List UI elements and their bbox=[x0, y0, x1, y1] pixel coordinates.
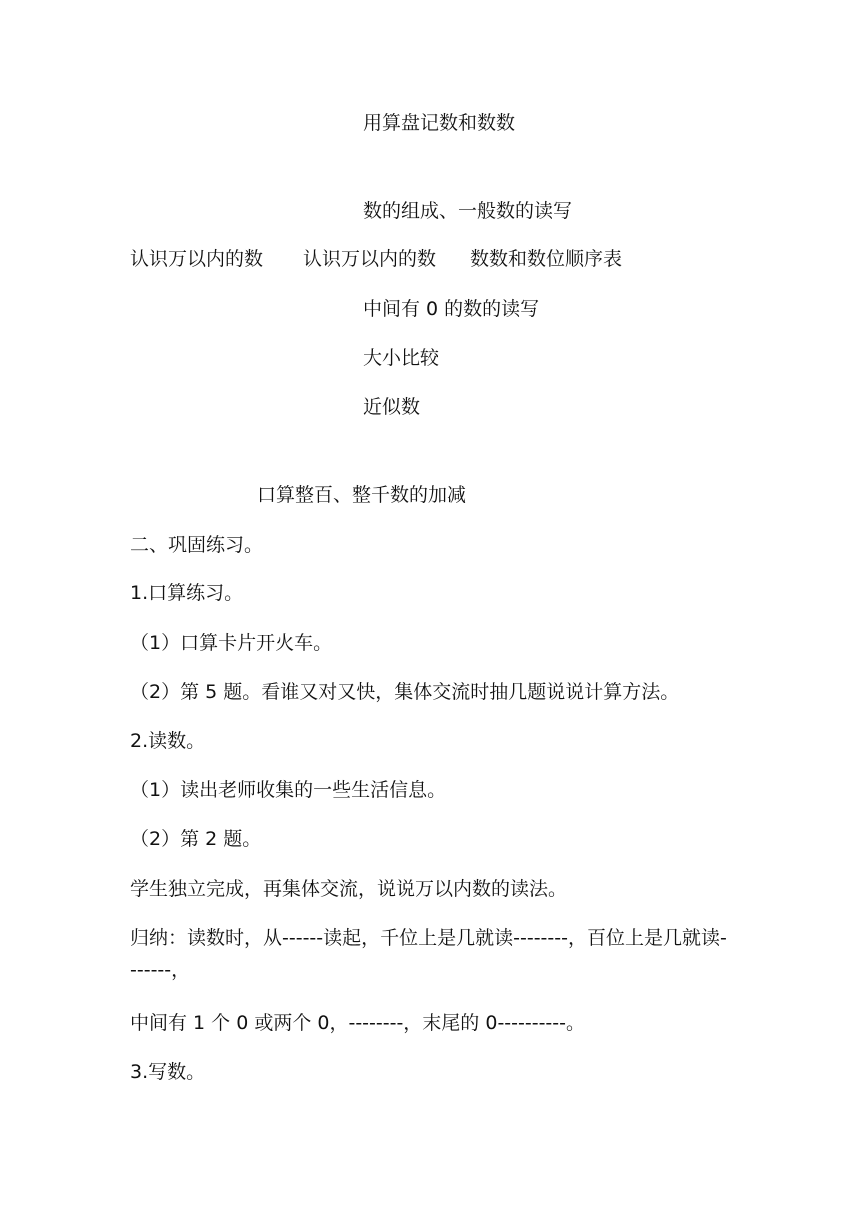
outline-branch: 认识万以内的数 bbox=[303, 248, 437, 270]
item-oral-cards: （1）口算卡片开火车。 bbox=[130, 632, 333, 654]
outline-root: 认识万以内的数 bbox=[130, 248, 264, 270]
outline-oral-calc: 口算整百、整千数的加减 bbox=[257, 484, 467, 506]
zeros-rule: 中间有 1 个 0 或两个 0，--------，末尾的 0----------。 bbox=[130, 1012, 585, 1034]
summary-text: 归纳：读数时，从------读起，千位上是几就读--------，百位上是几就读-------， bbox=[130, 927, 727, 981]
outline-approx: 近似数 bbox=[363, 396, 421, 418]
independent-work: 学生独立完成，再集体交流，说说万以内数的读法。 bbox=[130, 878, 568, 900]
outline-place-value: 数数和数位顺序表 bbox=[470, 248, 623, 270]
outline-abacus: 用算盘记数和数数 bbox=[363, 112, 516, 134]
item-writing: 3.写数。 bbox=[130, 1061, 206, 1083]
item-life-info: （1）读出老师收集的一些生活信息。 bbox=[130, 779, 447, 801]
item-oral-practice: 1.口算练习。 bbox=[130, 582, 244, 604]
outline-compare: 大小比较 bbox=[363, 347, 440, 369]
item-question-2: （2）第 2 题。 bbox=[130, 828, 262, 850]
outline-zero-middle: 中间有 0 的数的读写 bbox=[363, 298, 540, 320]
outline-composition: 数的组成、一般数的读写 bbox=[363, 200, 573, 222]
item-question-5: （2）第 5 题。看谁又对又快，集体交流时抽几题说说计算方法。 bbox=[130, 681, 680, 703]
section-heading: 二、巩固练习。 bbox=[130, 534, 264, 556]
item-reading: 2.读数。 bbox=[130, 730, 206, 752]
